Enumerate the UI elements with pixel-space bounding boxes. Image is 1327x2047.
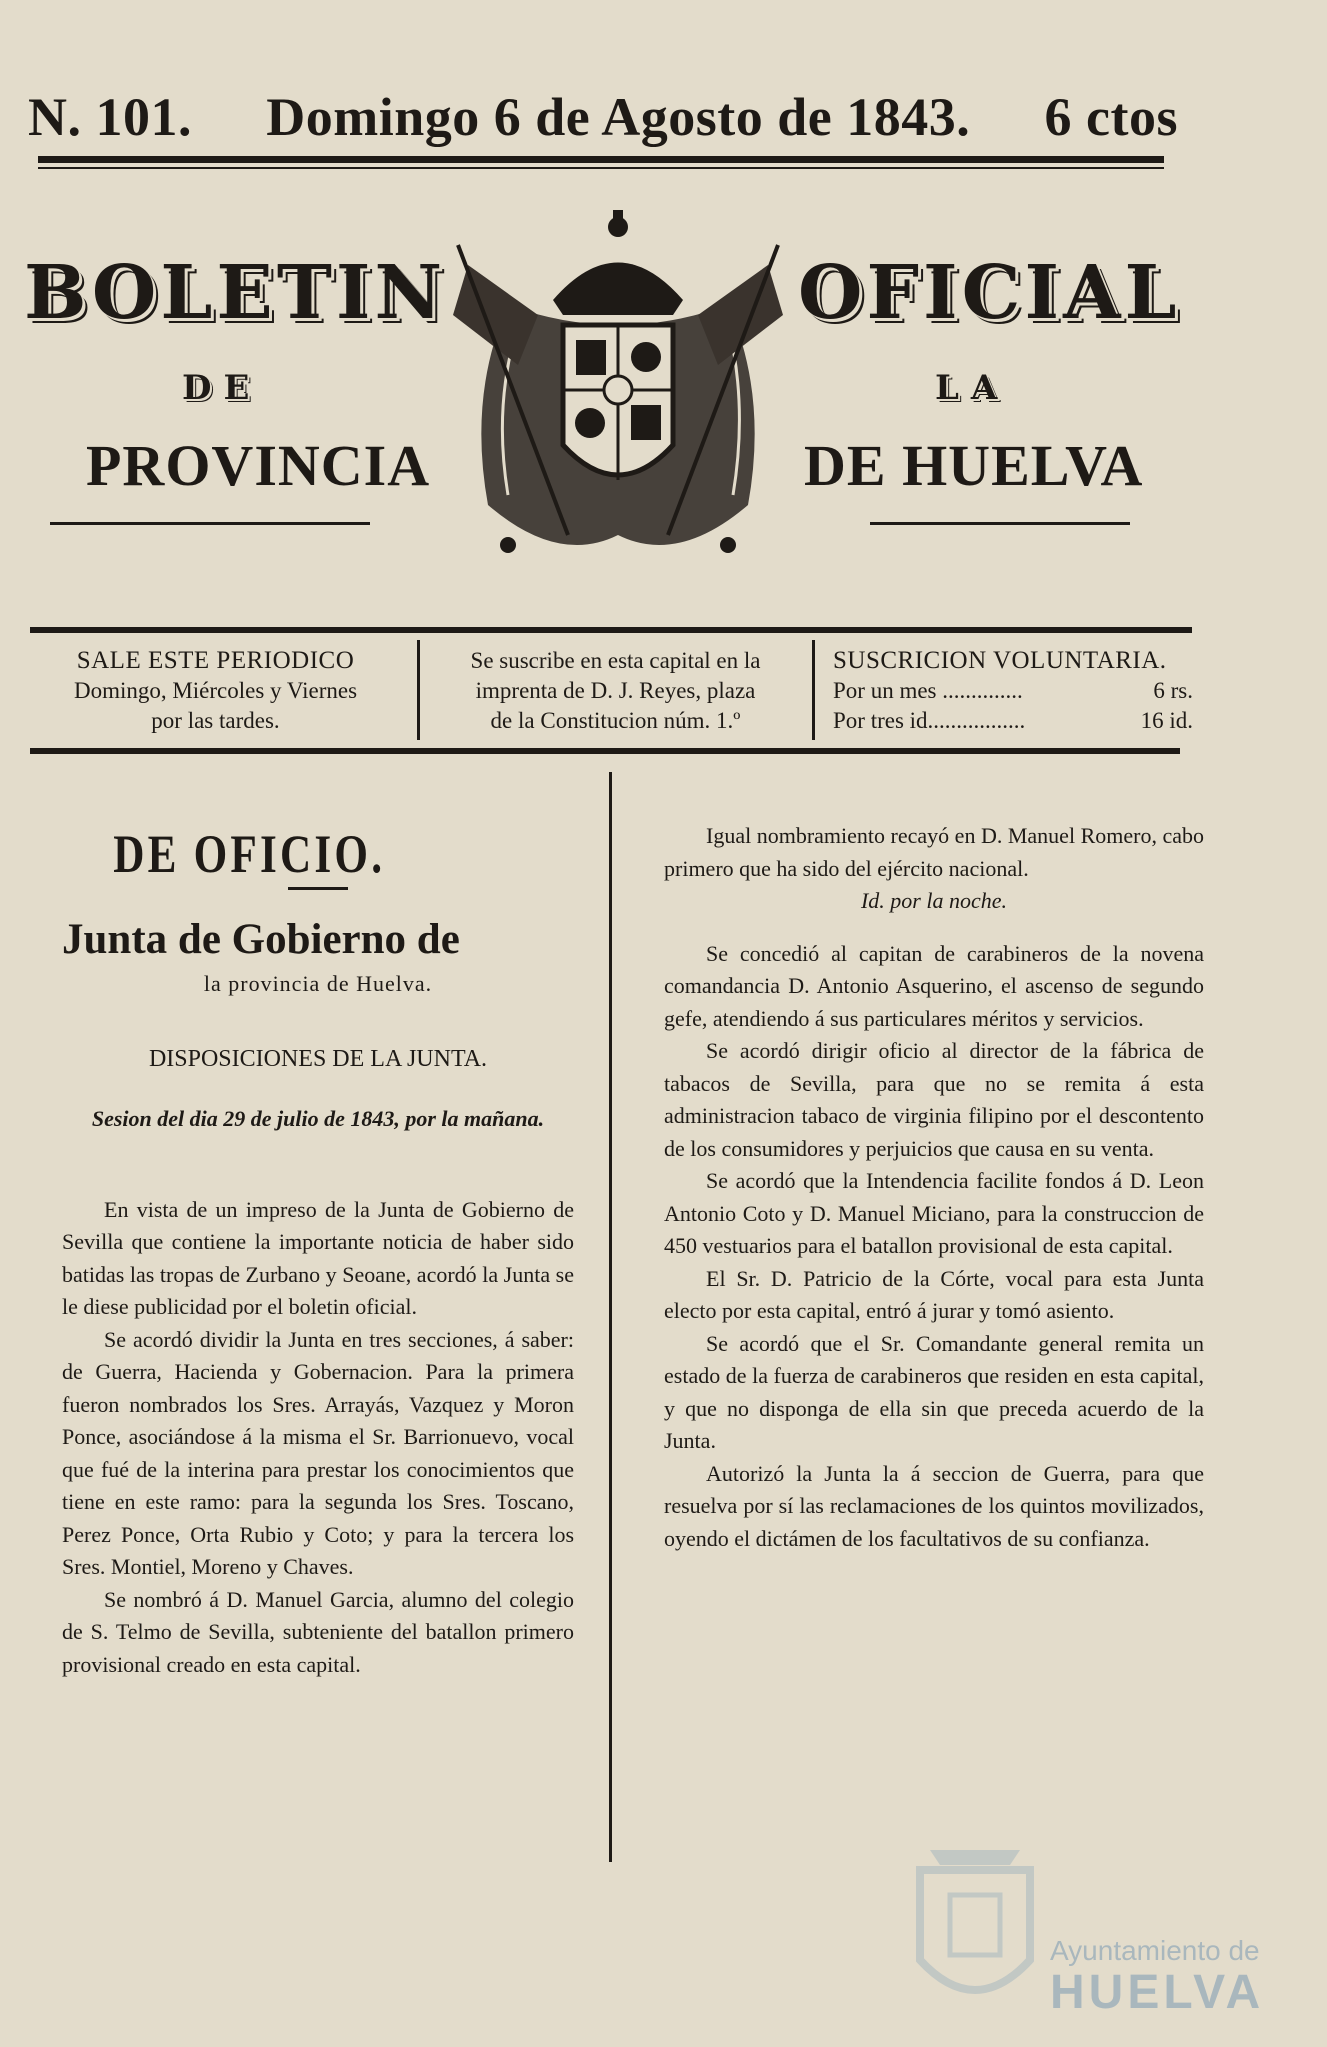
session-heading: Sesion del dia 29 de julio de 1843, por la mañana. [91, 1106, 545, 1131]
right-column [664, 820, 1204, 1555]
subscription-divider-2 [812, 640, 815, 740]
price-value: 6 rs. [1153, 678, 1193, 703]
paragraph: El Sr. D. Patricio de la Córte, vocal para esta Junta electo por esta capital, entró á jurar y tomó asiento. [664, 1265, 1204, 1323]
issue-date: Domingo 6 de Agosto de 1843. [266, 87, 971, 147]
watermark-line-1: Ayuntamiento de [1050, 1935, 1260, 1966]
issue-price: 6 ctos [1044, 87, 1178, 147]
subscription-location [428, 646, 803, 746]
prices-header: SUSCRICION VOLUNTARIA. [833, 647, 1167, 674]
title-oficial: OFICIAL [798, 250, 1181, 336]
dispositions-heading: DISPOSICIONES DE LA JUNTA. [148, 1045, 488, 1072]
location-line-1: Se suscribe en esta capital en la [470, 648, 761, 673]
paragraph: Igual nombramiento recayó en D. Manuel Romero, cabo primero que ha sido del ejército nacional. [664, 823, 1204, 881]
junta-subheading: la provincia de Huelva. [203, 971, 433, 996]
subscription-bottom-rule [30, 748, 1180, 754]
location-line-2: imprenta de D. J. Reyes, plaza [475, 678, 756, 703]
title-de-huelva: DE HUELVA [804, 433, 1144, 498]
title-underline-right [870, 522, 1130, 525]
paragraph: Se acordó que la Intendencia facilite fondos á D. Leon Antonio Coto y D. Manuel Miciano, para la construccion de 450 vestuarios para el batallon provisional de esta capital. [664, 1168, 1204, 1258]
subscription-top-rule [30, 627, 1192, 633]
junta-heading: Junta de Gobierno de [62, 915, 460, 963]
royal-coat-of-arms-icon [448, 205, 788, 575]
price-label: Por tres id................. [833, 708, 1026, 733]
subscription-prices [833, 646, 1193, 746]
location-line-3: de la Constitucion núm. 1.º [490, 708, 741, 733]
price-row [833, 706, 1193, 736]
price-row [833, 676, 1193, 706]
publication-schedule [28, 646, 403, 746]
title-de: DE [182, 368, 262, 408]
paragraph: Se acordó dirigir oficio al director de la fábrica de tabacos de Sevilla, para que no se remita á esta administracion tabaco de virginia filipino por el descontento de los consumidores y perjuicios que causa en su venta. [664, 1038, 1204, 1161]
price-label: Por un mes .............. [833, 678, 1023, 703]
subscription-divider-1 [417, 640, 420, 740]
schedule-line-2: Domingo, Miércoles y Viernes [73, 678, 358, 703]
paragraph: En vista de un impreso de la Junta de Gobierno de Sevilla que contiene la importante noticia de haber sido batidas las tropas de Zurbano y Seoane, acordó la Junta se le diese publicidad por el boletin oficial. [62, 1196, 574, 1319]
title-boletin: BOLETIN [24, 250, 447, 336]
section-title: DE OFICIO. [113, 824, 386, 884]
paragraph: Autorizó la Junta la á seccion de Guerra, para que resuelva por sí las reclamaciones de los quintos movilizados, oyendo el dictámen de los facultativos de su confianza. [664, 1460, 1204, 1551]
column-divider [609, 772, 612, 1862]
night-session-heading: Id. por la noche. [860, 888, 1008, 913]
issue-number: N. 101. [28, 87, 192, 147]
paragraph: Se acordó que el Sr. Comandante general remita un estado de la fuerza de carabineros que residen en esta capital, y que no disponga de ella sin que preceda acuerdo de la Junta. [664, 1330, 1204, 1453]
price-value: 16 id. [1140, 708, 1193, 733]
header-rule-thick [38, 156, 1164, 163]
paragraph: Se nombró á D. Manuel Garcia, alumno del colegio de S. Telmo de Sevilla, subteniente del batallon primero provisional creado en esta capital. [62, 1586, 574, 1677]
schedule-line-1: SALE ESTE PERIODICO [76, 647, 355, 674]
left-column [62, 820, 574, 1681]
schedule-line-3: por las tardes. [151, 708, 280, 733]
ornament-rule [288, 887, 348, 890]
issue-header [28, 86, 1178, 146]
title-provincia: PROVINCIA [86, 433, 431, 498]
title-la: LA [935, 368, 1010, 408]
paragraph: Se acordó dividir la Junta en tres secciones, á saber: de Guerra, Hacienda y Gobernacion. Para la primera fueron nombrados los Sres. Arrayás, Vazquez y Moron Ponce, asociándose á la misma el Sr. Barrionuevo, vocal que fué de la interina para prestar los conocimientos que tiene en este ramo: para la segunda los Sres. Toscano, Perez Ponce, Orta Rubio y Coto; y para la tercera los Sres. Montiel, Moreno y Chaves. [62, 1326, 574, 1579]
title-underline-left [50, 522, 370, 525]
paragraph: Se concedió al capitan de carabineros de la novena comandancia D. Antonio Asquerino, el ascenso de segundo gefe, atendiendo á sus particulares méritos y servicios. [664, 940, 1204, 1031]
header-rule-thin [38, 167, 1164, 169]
watermark-line-2: HUELVA [1050, 1966, 1265, 2019]
